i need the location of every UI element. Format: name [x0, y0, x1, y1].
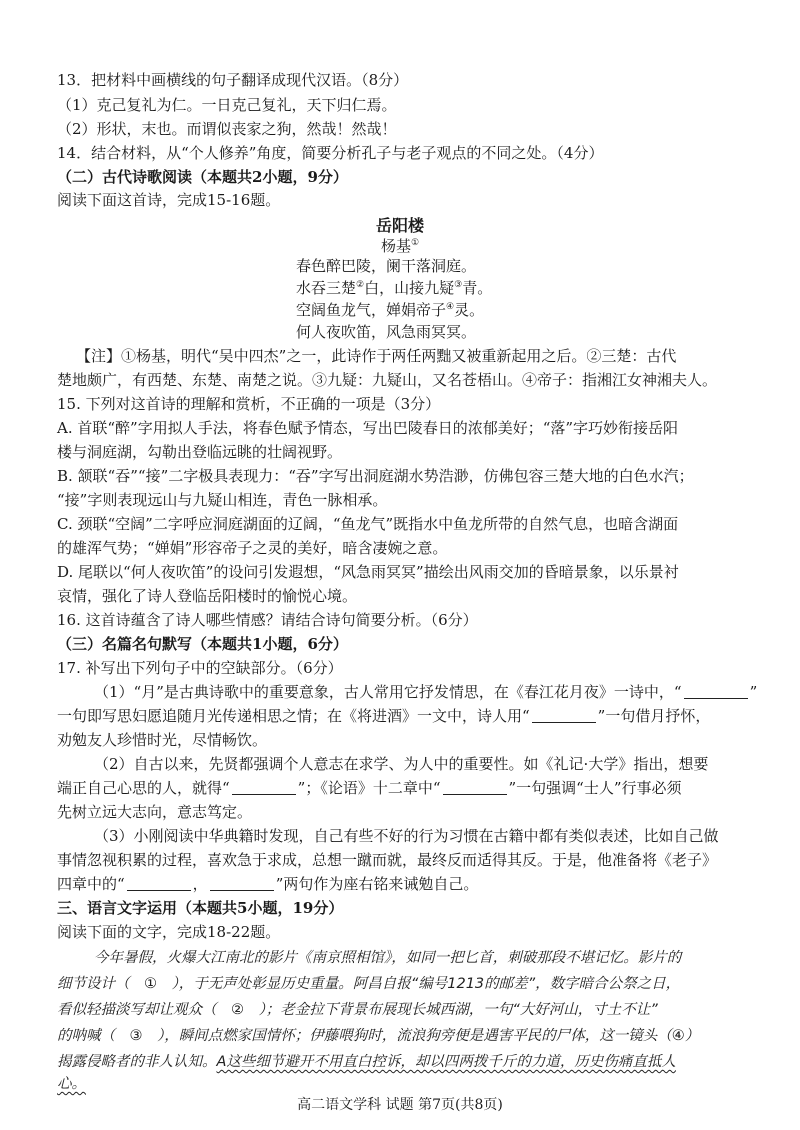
section-language-heading: 三、语言文字运用（本题共5小题，19分） [57, 899, 344, 917]
answer-blank[interactable] [210, 875, 274, 891]
q15-stem: 15. 下列对这首诗的理解和赏析，不正确的一项是（3分） [57, 395, 441, 413]
q17-part-3-end: 四章中的“ ， ”两句作为座右铭来诫勉自己。 [57, 875, 479, 893]
underlined-sentence: A这些细节避开不用直白控诉，却以四两拨千斤的力道，历史伤痛直抵人 [216, 1054, 676, 1070]
section-recitation-heading: （三）名篇名句默写（本题共1小题，6分） [57, 635, 348, 653]
poem-author: 杨基① [380, 237, 420, 255]
q15-option-a-cont: 楼与洞庭湖，勾勒出登临远眺的壮阔视野。 [57, 443, 343, 461]
passage-line-3: 看似轻描淡写却让观众（ ② ）；老金拉下背景布展现长城西湖，一句“大好河山，寸土不让” [57, 1002, 658, 1018]
q17-part-2: （2）自古以来，先贤都强调个人意志在求学、为人中的重要性。如《礼记·大学》指出，想要 [94, 755, 709, 773]
passage-line-2: 细节设计（ ① ），于无声处彰显历史重量。阿昌自报“编号1213的邮差”，数字暗合公祭之日， [57, 976, 681, 992]
q17-part-3-cont: 事情忽视积累的过程，喜欢急于求成，总想一蹴而就，最终反而适得其反。于是，他准备将《老子》 [57, 851, 718, 869]
section-language-intro: 阅读下面的文字，完成18-22题。 [57, 923, 281, 941]
answer-blank[interactable] [684, 683, 748, 699]
q17-part-3: （3）小刚阅读中华典籍时发现，自己有些不好的行为习惯在古籍中都有类似表述，比如自己做 [94, 827, 719, 845]
q15-option-b: B. 颔联“吞”“接”二字极具表现力：“吞”字写出洞庭湖水势浩渺，仿佛包容三楚大地的白色水汽； [57, 467, 694, 485]
poem-line-4: 何人夜吹笛，风急雨冥冥。 [296, 323, 477, 341]
q17-part-1: （1）“月”是古典诗歌中的重要意象，古人常用它抒发情思，在《春江花月夜》一诗中，“ ” [94, 683, 758, 701]
page-footer: 高二语文学科 试题 第7页(共8页) [297, 1097, 503, 1113]
passage-line-6: 心。 [57, 1076, 86, 1092]
poem-line-1: 春色醉巴陵，阑干落洞庭。 [296, 257, 477, 275]
passage-line-5: 揭露侵略者的非人认知。A这些细节避开不用直白控诉，却以四两拨千斤的力道，历史伤痛直抵人 [57, 1054, 676, 1070]
q15-option-d-cont: 哀情，强化了诗人登临岳阳楼时的愉悦心境。 [57, 587, 358, 605]
section-poetry-intro: 阅读下面这首诗，完成15-16题。 [57, 191, 281, 209]
q14-stem: 14．结合材料，从“个人修养”角度，简要分析孔子与老子观点的不同之处。（4分） [57, 144, 604, 162]
answer-blank[interactable] [443, 779, 507, 795]
answer-blank[interactable] [532, 707, 596, 723]
q15-option-a: A. 首联“醉”字用拟人手法，将春色赋予情态，写出巴陵春日的浓郁美好；“落”字巧妙衔接岳阳 [57, 419, 679, 437]
q17-stem: 17. 补写出下列句子中的空缺部分。（6分） [57, 659, 343, 677]
q15-option-c: C. 颈联“空阔”二字呼应洞庭湖面的辽阔，“鱼龙气”既指水中鱼龙所带的自然气息，也暗含湖面 [57, 515, 679, 533]
q17-part-2-end: 先树立远大志向，意志笃定。 [57, 803, 253, 821]
q13-sentence-2: （2）形状，末也。而谓似丧家之狗，然哉！然哉！ [57, 120, 397, 138]
poem-title: 岳阳楼 [375, 216, 424, 235]
q16-stem: 16. 这首诗蕴含了诗人哪些情感？请结合诗句简要分析。（6分） [57, 611, 478, 629]
passage-line-4: 的呐喊（ ③ ），瞬间点燃家国情怀；伊藤喂狗时，流浪狗旁便是遇害平民的尸体，这一镜头（④） [57, 1028, 700, 1044]
q13-sentence-1: （1）克己复礼为仁。一日克己复礼，天下归仁焉。 [57, 96, 397, 114]
answer-blank[interactable] [232, 779, 296, 795]
poem-note-line-1: 【注】①杨基，明代“吴中四杰”之一，此诗作于两任两黜又被重新起用之后。②三楚：古代 [76, 347, 677, 365]
q17-part-1-cont: 一句即写思妇愿追随月光传递相思之情；在《将进酒》一文中，诗人用“ ”一句借月抒怀， [57, 707, 711, 725]
q17-part-2-cont: 端正自己心思的人，就得“ ”；《论语》十二章中“ ”一句强调“士人”行事必须 [57, 779, 682, 797]
q15-option-c-cont: 的雄浑气势；“婵娟”形容帝子之灵的美好，暗含凄婉之意。 [57, 539, 448, 557]
q13-stem: 13．把材料中画横线的句子翻译成现代汉语。（8分） [57, 71, 409, 89]
poem-line-2: 水吞三楚②白，山接九疑③青。 [296, 279, 493, 297]
q15-option-d: D. 尾联以“何人夜吹笛”的设问引发遐想，“风急雨冥冥”描绘出风雨交加的昏暗景象，以乐景衬 [57, 563, 679, 581]
section-poetry-heading: （二）古代诗歌阅读（本题共2小题，9分） [57, 168, 348, 186]
answer-blank[interactable] [127, 875, 191, 891]
passage-line-1: 今年暑假，火爆大江南北的影片《南京照相馆》，如同一把匕首，刺破那段不堪记忆。影片的 [94, 950, 682, 966]
q17-part-1-end: 劝勉友人珍惜时光，尽情畅饮。 [57, 731, 268, 749]
poem-note-line-2: 楚地颇广，有西楚、东楚、南楚之说。③九疑：九疑山，又名苍梧山。④帝子：指湘江女神湘夫人。 [57, 371, 718, 389]
poem-line-3: 空阔鱼龙气，婵娟帝子④灵。 [296, 301, 485, 319]
q15-option-b-cont: “接”字则表现远山与九疑山相连，青色一脉相承。 [57, 491, 388, 509]
